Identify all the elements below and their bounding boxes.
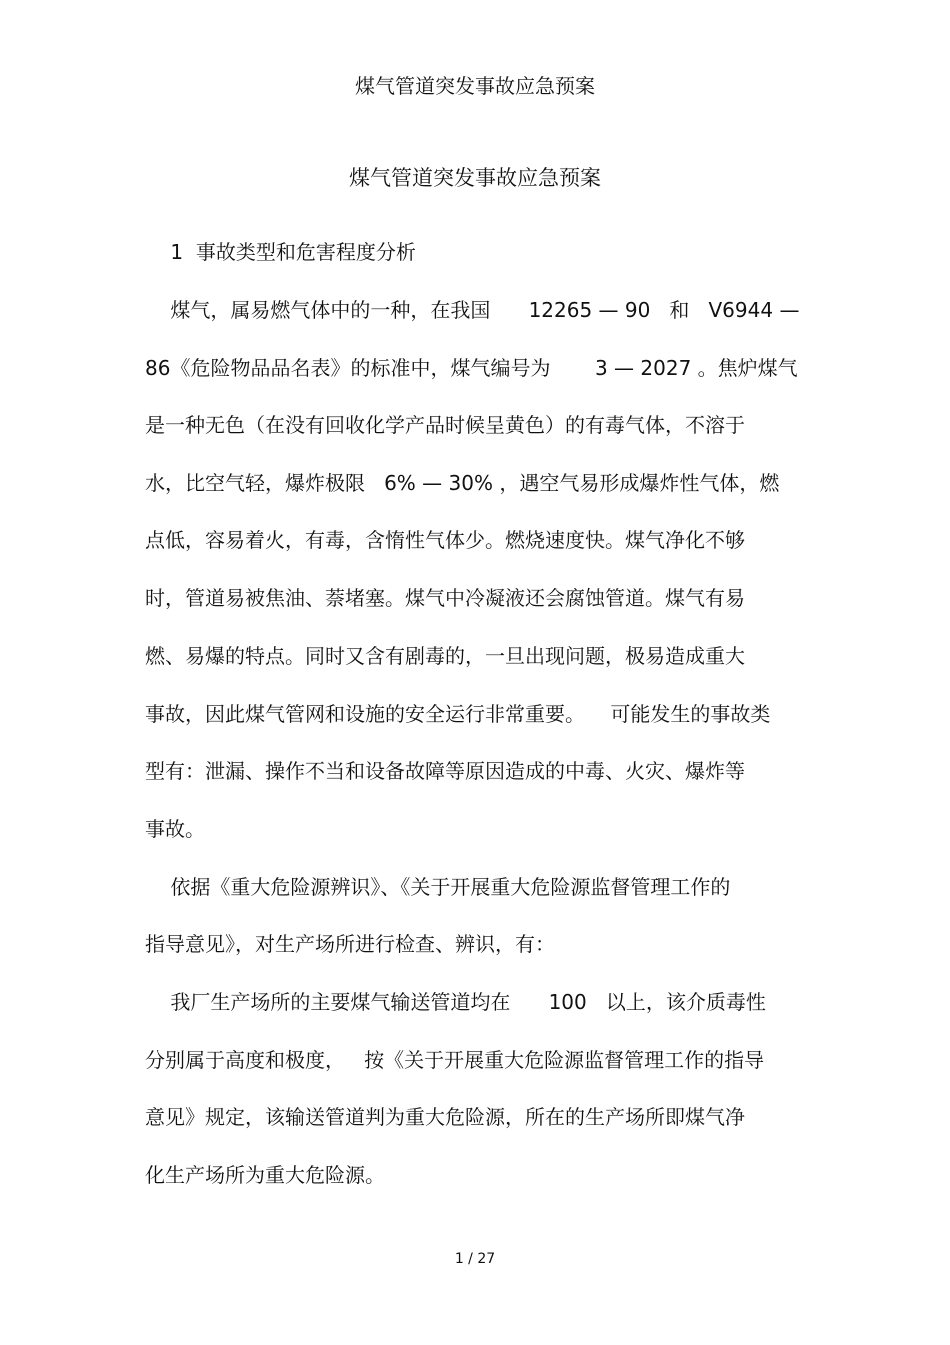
body-line: 时，管道易被焦油、萘堵塞。煤气中冷凝液还会腐蚀管道。煤气有易: [145, 586, 745, 610]
body-line: 煤气，属易燃气体中的一种，在我国 12265 — 90 和 V6944 —: [145, 298, 800, 322]
body-line: 化生产场所为重大危险源。: [145, 1163, 385, 1187]
document-title: 煤气管道突发事故应急预案: [349, 166, 601, 190]
body-line: 分别属于高度和极度， 按《关于开展重大危险源监督管理工作的指导: [145, 1048, 765, 1072]
body-line: 依据《重大危险源辨识》、《关于开展重大危险源监督管理工作的: [145, 875, 731, 899]
body-line: 点低，容易着火，有毒，含惰性气体少。燃烧速度快。煤气净化不够: [145, 528, 745, 552]
body-line: 型有：泄漏、操作不当和设备故障等原因造成的中毒、火灾、爆炸等: [145, 759, 745, 783]
body-line: 是一种无色（在没有回收化学产品时候呈黄色）的有毒气体，不溶于: [145, 413, 745, 437]
body-line: 水，比空气轻，爆炸极限 6% — 30% ，遇空气易形成爆炸性气体，燃: [145, 471, 780, 495]
body-line: 86《危险物品品名表》的标准中，煤气编号为 3 — 2027 。焦炉煤气: [145, 356, 798, 380]
body-line: 事故。: [145, 817, 205, 841]
running-header: 煤气管道突发事故应急预案: [355, 74, 595, 98]
section-heading: 1 事故类型和危害程度分析: [145, 240, 416, 264]
body-line: 燃、易爆的特点。同时又含有剧毒的，一旦出现问题，极易造成重大: [145, 644, 745, 668]
body-line: 我厂生产场所的主要煤气输送管道均在 100 以上，该介质毒性: [145, 990, 766, 1014]
page-number: 1 / 27: [454, 1251, 496, 1267]
body-line: 意见》规定，该输送管道判为重大危险源，所在的生产场所即煤气净: [145, 1105, 745, 1129]
body-line: 指导意见》，对生产场所进行检查、辨识，有：: [145, 932, 555, 956]
body-line: 事故，因此煤气管网和设施的安全运行非常重要。 可能发生的事故类: [145, 702, 771, 726]
